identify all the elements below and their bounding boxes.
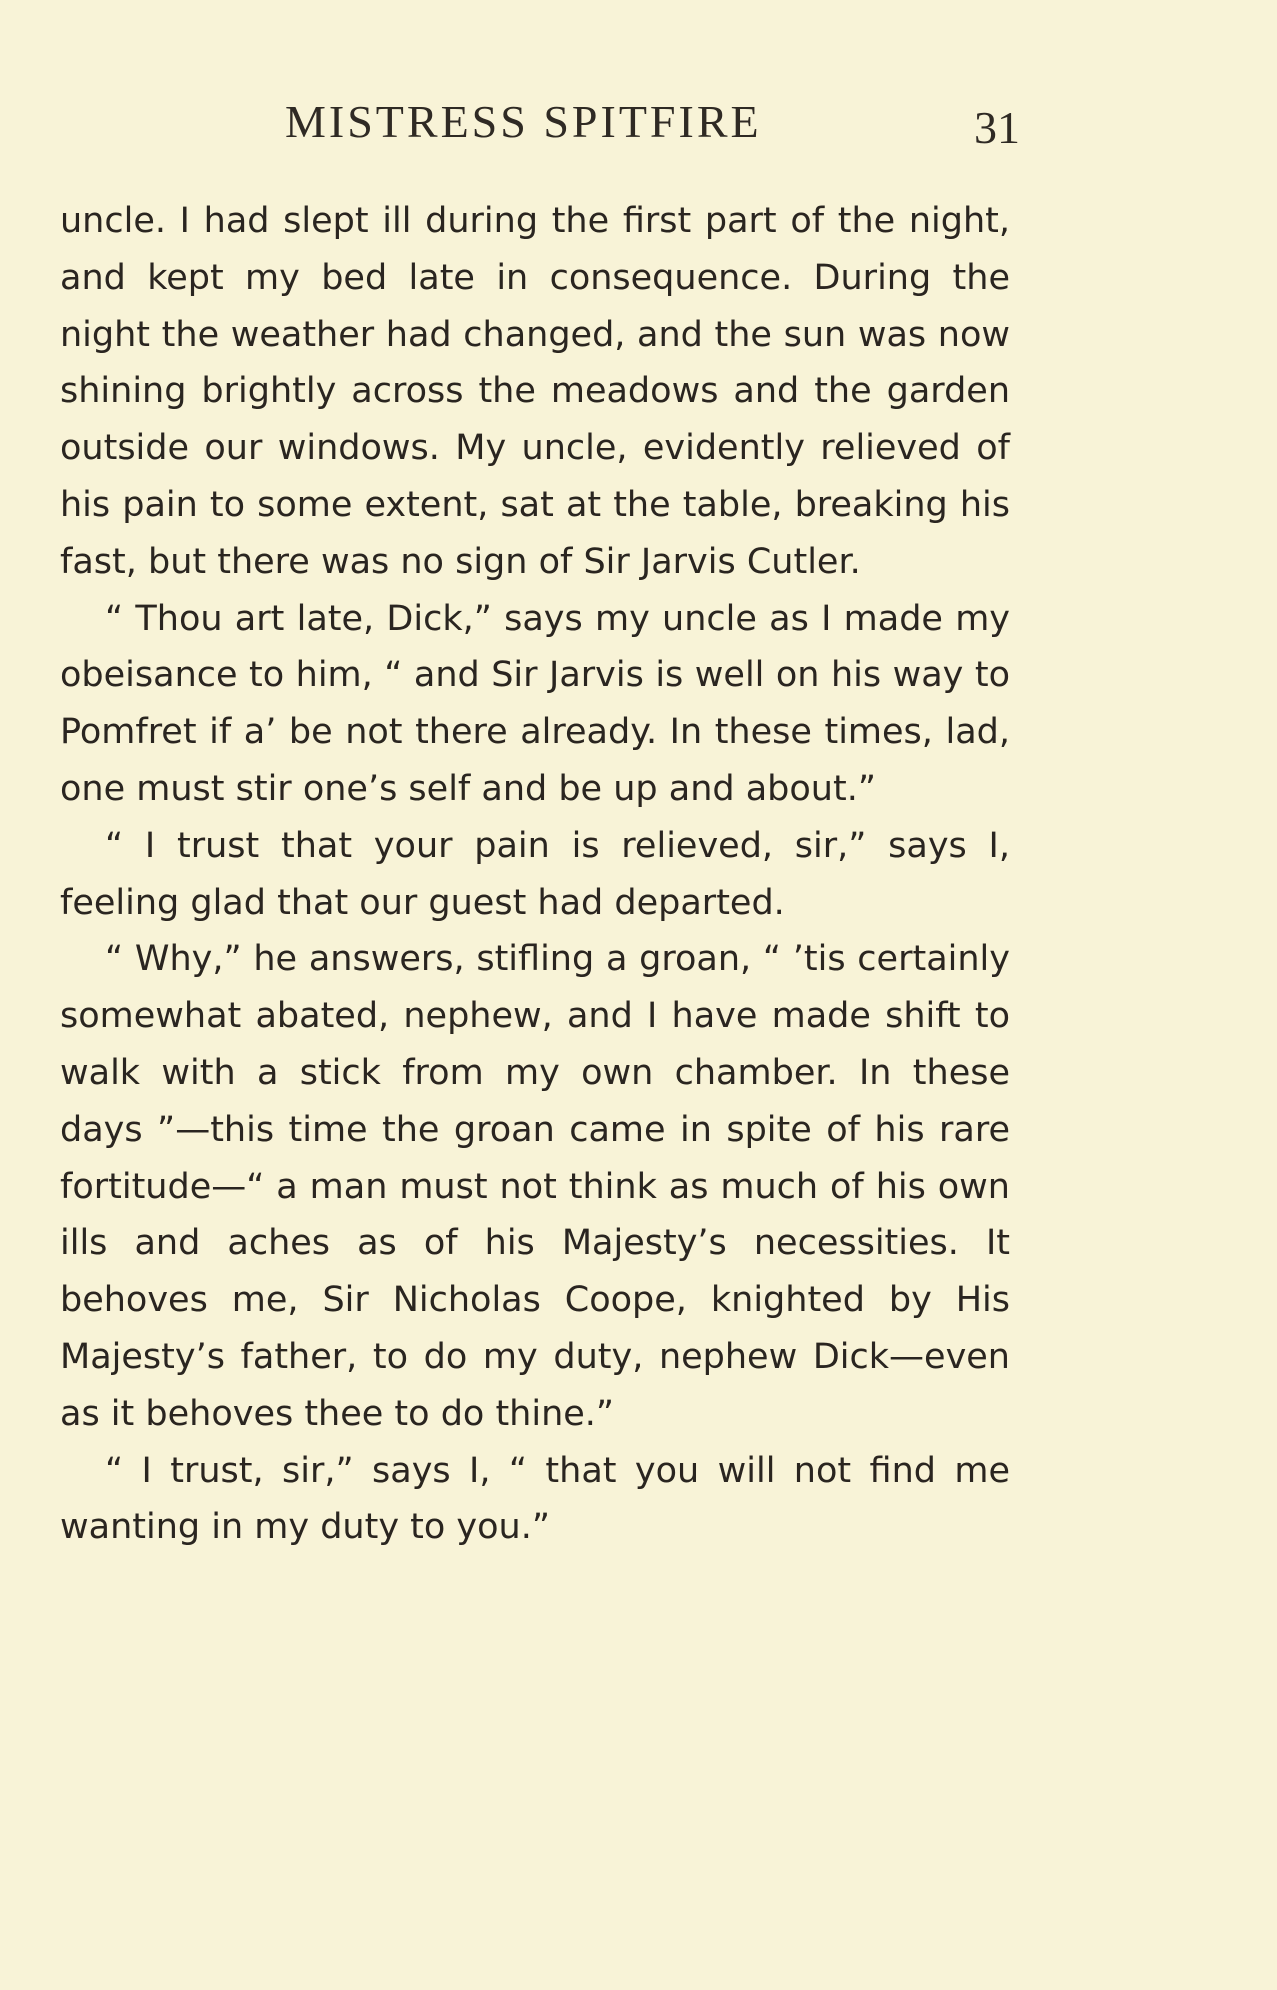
- paragraph: “ Thou art late, Dick,” says my uncle as I made my obeisance to him, “ and Sir Jarvis is well on his way to Pomfret if a’ be not there already. In these times, lad, one must stir one’s self and be up and about.”: [60, 598, 1010, 809]
- paragraph: uncle. I had slept ill during the first part of the night, and kept my bed late in consequence. During the night the weather had changed, and the sun was now shining brightly across the meadows and the garden outside our windows. My uncle, evidently relieved of his pain to some extent, sat at the table, breaking his fast, but there was no sign of Sir Jarvis Cutler.: [60, 201, 1010, 582]
- body-text: [60, 193, 1010, 1556]
- paragraph: “ I trust, sir,” says I, “ that you will not find me wanting in my duty to you.”: [60, 1450, 1010, 1548]
- running-head: [60, 92, 1020, 152]
- paragraph: “ Why,” he answers, stifling a groan, “ ’tis certainly somewhat abated, nephew, and I have made shift to walk with a stick from my own chamber. In these days ”—this time the groan came in spite of his rare fortitude—“ a man must not think as much of his own ills and aches as of his Majesty’s necessities. It behoves me, Sir Nicholas Coope, knighted by His Majesty’s father, to do my duty, nephew Dick—even as it behoves thee to do thine.”: [60, 939, 1010, 1434]
- page-number: 31: [974, 102, 1020, 153]
- paragraph: “ I trust that your pain is relieved, sir,” says I, feeling glad that our guest had departed.: [60, 825, 1010, 923]
- running-title: MISTRESS SPITFIRE: [285, 96, 762, 147]
